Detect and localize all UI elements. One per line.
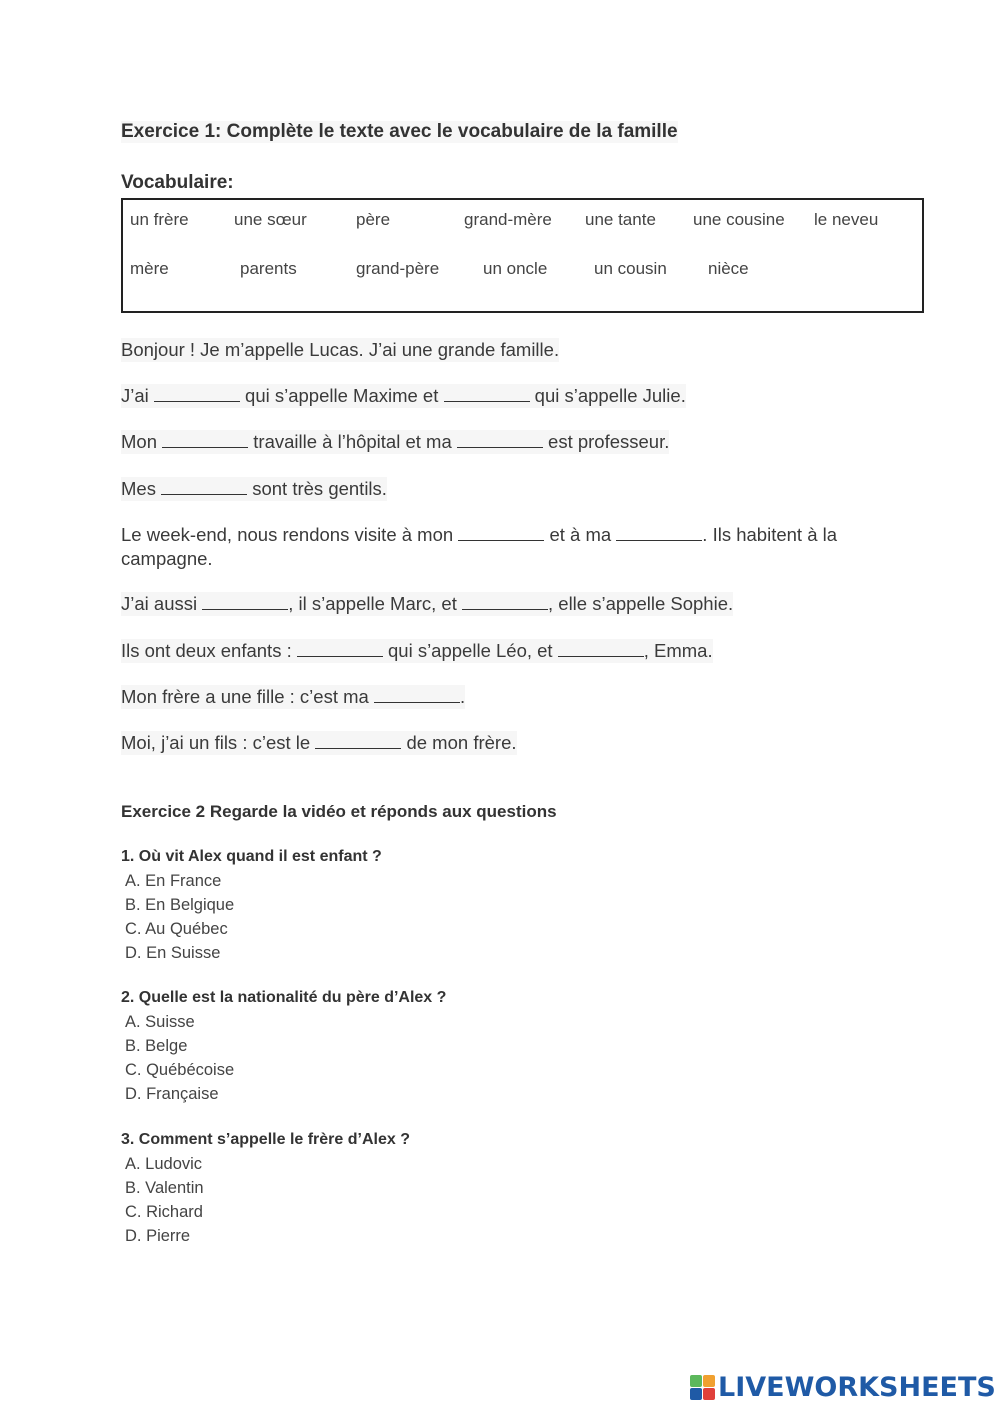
exercise2-title: Exercice 2 Regarde la vidéo et réponds aux questions xyxy=(121,802,557,821)
vocab-word[interactable]: père xyxy=(356,210,391,229)
sentence-2: Mon travaille à l’hôpital et ma est professeur. xyxy=(121,431,670,452)
sentence-4: Le week-end, nous rendons visite à mon et à ma . Ils habitent à la campagne. xyxy=(121,524,838,569)
vocab-word[interactable]: une cousine xyxy=(693,210,785,229)
sentence-6: Ils ont deux enfants : qui s’appelle Léo, et , Emma. xyxy=(121,640,713,661)
vocab-word[interactable]: une sœur xyxy=(234,210,307,229)
option-2c[interactable]: C. Québécoise xyxy=(125,1061,235,1079)
vocab-word[interactable]: nièce xyxy=(708,259,749,278)
option-2a[interactable]: A. Suisse xyxy=(125,1013,195,1031)
vocab-word[interactable]: un cousin xyxy=(594,259,667,278)
vocab-word[interactable]: grand-père xyxy=(356,259,440,278)
blank-input[interactable] xyxy=(297,640,383,657)
blank-input[interactable] xyxy=(616,524,702,541)
exercise1-title: Exercice 1: Complète le texte avec le vocabulaire de la famille xyxy=(121,121,678,142)
vocab-word[interactable]: grand-mère xyxy=(464,210,552,229)
liveworksheets-logo[interactable] xyxy=(690,1372,996,1403)
sentence-7: Mon frère a une fille : c’est ma . xyxy=(121,686,466,707)
vocab-word[interactable]: le neveu xyxy=(814,210,879,229)
blank-input[interactable] xyxy=(154,385,240,402)
sentence-1: J’ai qui s’appelle Maxime et qui s’appelle Julie. xyxy=(121,385,686,406)
option-2d[interactable]: D. Française xyxy=(125,1085,219,1103)
option-3b[interactable]: B. Valentin xyxy=(125,1179,204,1197)
vocab-word[interactable]: un frère xyxy=(130,210,189,229)
vocab-word[interactable]: un oncle xyxy=(483,259,548,278)
option-1a[interactable]: A. En France xyxy=(125,872,222,890)
blank-input[interactable] xyxy=(462,593,548,610)
option-2b[interactable]: B. Belge xyxy=(125,1037,188,1055)
option-1d[interactable]: D. En Suisse xyxy=(125,944,221,962)
option-1b[interactable]: B. En Belgique xyxy=(125,896,235,914)
vocab-word[interactable]: une tante xyxy=(585,210,656,229)
blank-input[interactable] xyxy=(457,431,543,448)
vocab-box xyxy=(121,198,924,313)
option-3a[interactable]: A. Ludovic xyxy=(125,1155,203,1173)
blank-input[interactable] xyxy=(161,478,247,495)
option-3c[interactable]: C. Richard xyxy=(125,1203,203,1221)
vocab-label: Vocabulaire: xyxy=(121,172,234,193)
blank-input[interactable] xyxy=(558,640,644,657)
sentence-5: J’ai aussi , il s’appelle Marc, et , elle s’appelle Sophie. xyxy=(121,593,734,614)
logo-text: LIVEWORKSHEETS xyxy=(718,1372,996,1403)
sentence-3: Mes sont très gentils. xyxy=(121,478,387,499)
blank-input[interactable] xyxy=(202,593,288,610)
blank-input[interactable] xyxy=(374,686,460,703)
blank-input[interactable] xyxy=(444,385,530,402)
intro-sentence: Bonjour ! Je m’appelle Lucas. J’ai une grande famille. xyxy=(121,339,560,360)
sentence-8: Moi, j’ai un fils : c’est le de mon frère. xyxy=(121,732,517,753)
question-2: 2. Quelle est la nationalité du père d’Alex ? xyxy=(121,989,447,1006)
vocab-word[interactable]: parents xyxy=(240,259,297,278)
option-1c[interactable]: C. Au Québec xyxy=(125,920,228,938)
question-1: 1. Où vit Alex quand il est enfant ? xyxy=(121,848,382,865)
question-3: 3. Comment s’appelle le frère d’Alex ? xyxy=(121,1131,410,1148)
liveworksheets-logo-icon xyxy=(690,1375,715,1400)
vocab-word[interactable]: mère xyxy=(130,259,169,278)
blank-input[interactable] xyxy=(315,732,401,749)
blank-input[interactable] xyxy=(458,524,544,541)
blank-input[interactable] xyxy=(162,431,248,448)
option-3d[interactable]: D. Pierre xyxy=(125,1227,191,1245)
